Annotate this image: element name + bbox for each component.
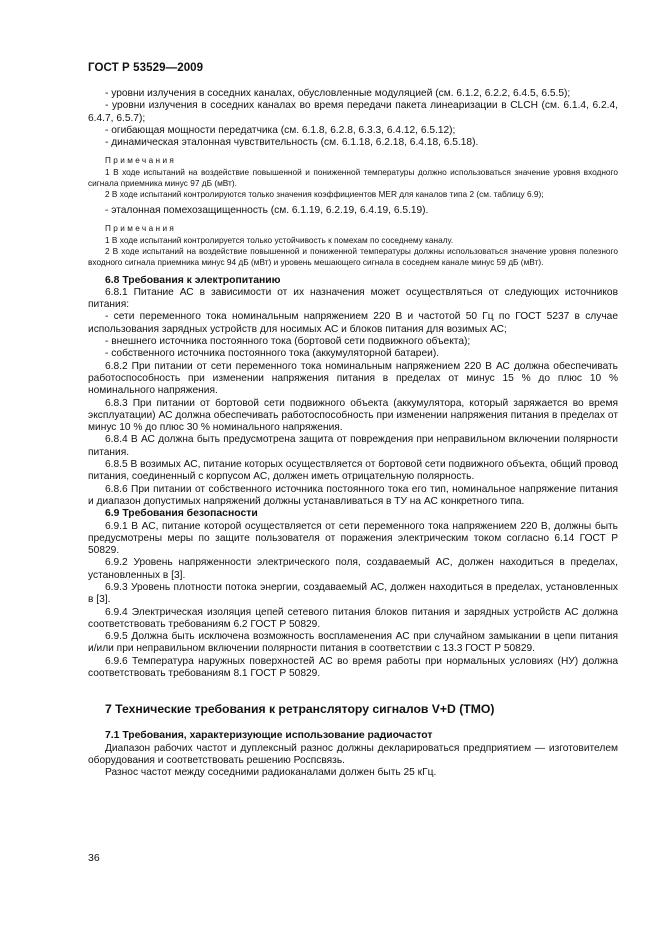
paragraph: 6.8.4 В АС должна быть предусмотрена защита от повреждения при неправильном включении полярности питания. (88, 434, 618, 458)
subsection-heading: 6.8 Требования к электропитанию (105, 274, 281, 286)
subsection-heading: 6.9 Требования безопасности (105, 508, 258, 520)
notes-heading: Примечания (105, 156, 177, 166)
document-page (88, 62, 618, 780)
paragraph: - огибающая мощности передатчика (см. 6.1.8, 6.2.8, 6.3.3, 6.4.12, 6.5.12); (105, 124, 456, 136)
paragraph: - эталонная помехозащищенность (см. 6.1.19, 6.2.19, 6.4.19, 6.5.19). (105, 204, 429, 216)
paragraph: - уровни излучения в соседних каналах, обусловленные модуляцией (см. 6.1.2, 6.2.2, 6.4.5, 6.5.5); (105, 88, 571, 99)
paragraph: Разнос частот между соседними радиоканалами должен быть 25 кГц. (105, 767, 437, 779)
paragraph: - динамическая эталонная чувствительность (см. 6.1.18, 6.2.18, 6.4.18, 6.5.18). (105, 137, 479, 149)
note-text: 1 В ходе испытаний контролируется только устойчивость к помехам по соседнему каналу. (105, 235, 454, 246)
spacer (88, 268, 618, 275)
document-header: ГОСТ Р 53529—2009 (88, 62, 204, 74)
paragraph: 6.9.4 Электрическая изоляция цепей сетевого питания блоков питания и зарядных устройств АС должна соответствовать требованиям 6.2 ГОСТ Р 50829. (88, 606, 618, 630)
paragraph: 6.8.6 При питании от собственного источника постоянного тока его тип, номинальное напряжение питания и диапазон допустимых напряжений должны устанавливаться в ТУ на АС конкретного типа. (88, 483, 618, 507)
notes-heading: Примечания (105, 224, 177, 234)
paragraph: - уровни излучения в соседних каналах во время передачи пакета линеаризации в CLCH (см. 6.1.4, 6.2.4, 6.4.7, 6.5.7); (88, 100, 618, 124)
paragraph: 6.8.3 При питании от бортовой сети подвижного объекта (аккумулятора, который заряжается во время эксплуатации) АС должна обеспечивать работоспособность при изменении напряжения питания в пределах от минус 10 % до плюс 30 % номинального напряжения. (88, 397, 618, 434)
paragraph: - сети переменного тока номинальным напряжением 220 В и частотой 50 Гц по ГОСТ 5237 в случае использования зарядных устройств для носимых АС и блоков питания для возимых АС; (88, 311, 618, 335)
section-heading: 7 Технические требования к ретранслятору сигналов V+D (ТМО) (105, 702, 495, 717)
paragraph: 6.8.2 При питании от сети переменного тока номинальным напряжением 220 В АС должна обеспечивать работоспособность при изменении напряжения питания в пределах от минус 15 % до плюс 10 % номинального напряжения. (88, 360, 618, 397)
paragraph: - собственного источника постоянного тока (аккумуляторной батареи). (105, 348, 440, 360)
paragraph: 6.9.2 Уровень напряженности электрического поля, создаваемый АС, должен находиться в пределах, установленных в [3]. (88, 557, 618, 581)
paragraph: 6.9.6 Температура наружных поверхностей АС во время работы при нормальных условиях (НУ) должна соответствовать требованиям 8.1 ГОСТ Р 50829. (88, 655, 618, 680)
paragraph: Диапазон рабочих частот и дуплексный разнос должны декларироваться предприятием — изготовителем оборудования и соответствовать решению Роспсвязь. (88, 742, 618, 766)
paragraph: 6.9.5 Должна быть исключена возможность воспламенения АС при случайном замыкании в цепи питания и/или при неправильном включении полярности питания в соответствии с 13.3 ГОСТ Р 50829. (88, 631, 618, 655)
page-number: 36 (88, 852, 100, 864)
paragraph: 6.8.1 Питание АС в зависимости от их назначения может осуществляться от следующих источников питания: (88, 286, 618, 311)
paragraph: - внешнего источника постоянного тока (бортовой сети подвижного объекта); (105, 336, 471, 348)
subsection-heading: 7.1 Требования, характеризующие использование радиочастот (105, 730, 433, 742)
paragraph: 6.8.5 В возимых АС, питание которых осуществляется от бортовой сети подвижного объекта, общий провод питания, соединенный с корпусом АС, должен иметь отрицательную полярность. (88, 459, 618, 483)
paragraph: 6.9.3 Уровень плотности потока энергии, создаваемый АС, должен находиться в пределах, установленных в [3]. (88, 581, 618, 606)
document-body (88, 88, 618, 780)
paragraph: 6.9.1 В АС, питание которой осуществляется от сети переменного тока напряжением 220 В, должны быть предусмотрены меры по защите пользователя от поражения электрическим током согласно 6.14 ГОСТ Р 50829. (88, 520, 618, 557)
note-text: 1 В ходе испытаний на воздействие повышенной и пониженной температуры должно использоваться значение уровня входного сигнала приемника минус 97 дБ (мВт). (88, 167, 618, 189)
note-text: 2 В ходе испытаний контролируются только значения коэффициентов MER для каналов типа 2 (см. таблицу 6.9); (105, 189, 544, 200)
note-text: 2 В ходе испытаний на воздействие повышенной и пониженной температуры должны использоваться значение уровня полезного входного сигнала приемника минус 94 дБ (мВт) и уровень мешающего сигнала в соседнем канале минус 59 дБ (мВт). (88, 245, 618, 267)
